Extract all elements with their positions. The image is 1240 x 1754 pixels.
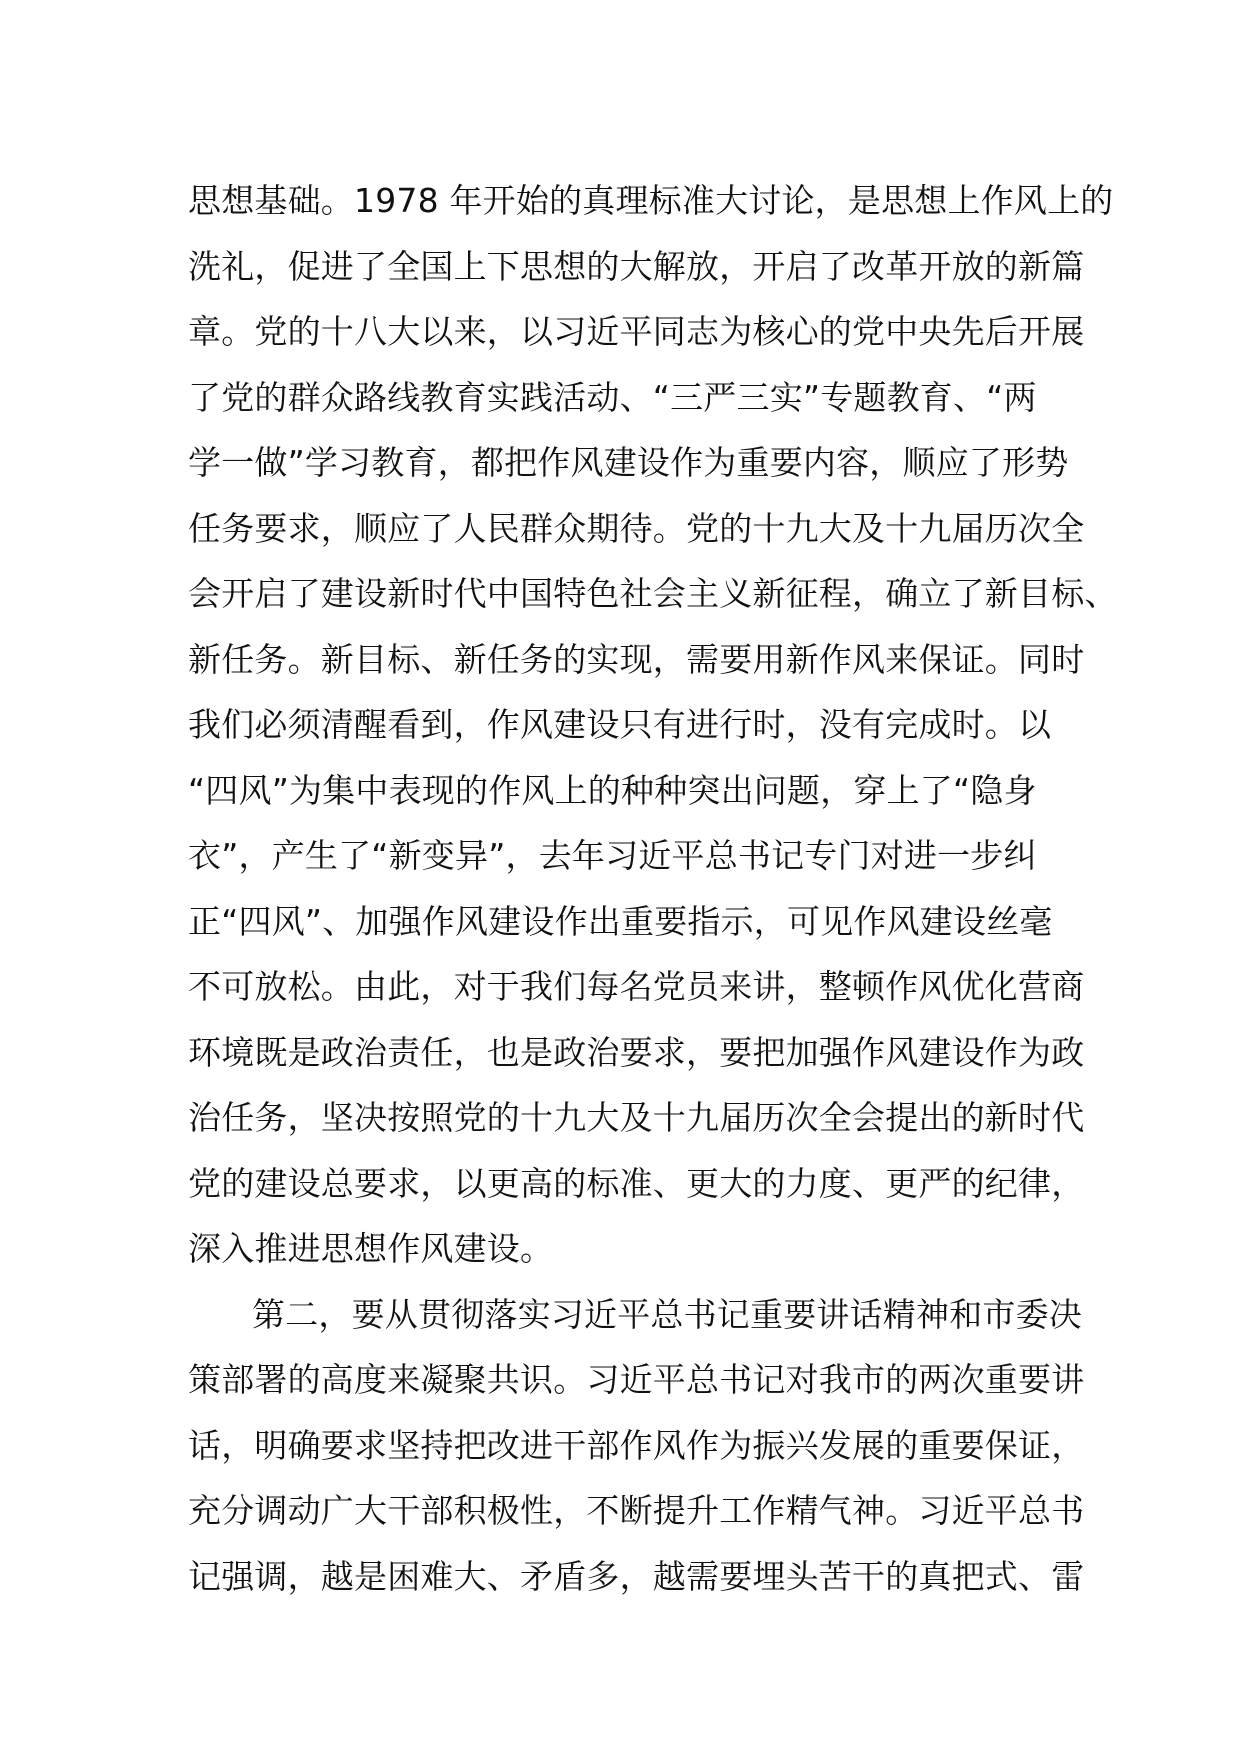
text-line: 学一做”学习教育，都把作风建设作为重要内容，顺应了形势	[188, 443, 1069, 482]
body-text	[188, 168, 1118, 1609]
text-line: “四风”为集中表现的作风上的种种突出问题，穿上了“隐身	[188, 770, 1037, 810]
text-line: 章。党的十八大以来，以习近平同志为核心的党中央先后开展	[188, 312, 1085, 351]
paragraph-start-line: 第二，要从贯彻落实习近平总书记重要讲话精神和市委决	[252, 1294, 1082, 1334]
text-line: 话，明确要求坚持把改进干部作风作为振兴发展的重要保证，	[188, 1425, 1085, 1465]
text-line: 记强调，越是困难大、矛盾多，越需要埋头苦干的真把式、雷	[188, 1556, 1085, 1596]
text-line: 党的建设总要求，以更高的标准、更大的力度、更严的纪律，	[188, 1163, 1085, 1203]
text-line: 洗礼，促进了全国上下思想的大解放，开启了改革开放的新篇	[188, 246, 1085, 286]
text-line: 正“四风”、加强作风建设作出重要指示，可见作风建设丝毫	[188, 901, 1053, 941]
text-line: 治任务，坚决按照党的十九大及十九届历次全会提出的新时代	[188, 1098, 1085, 1137]
text-line: 思想基础。1978 年开始的真理标准大讨论，是思想上作风上的	[188, 181, 1114, 220]
text-line: 新任务。新目标、新任务的实现，需要用新作风来保证。同时	[188, 639, 1085, 679]
text-line: 衣”，产生了“新变异”，去年习近平总书记专门对进一步纠	[188, 836, 1037, 875]
text-line: 环境既是政治责任，也是政治要求，要把加强作风建设作为政	[188, 1032, 1085, 1072]
text-line: 不可放松。由此，对于我们每名党员来讲，整顿作风优化营商	[188, 967, 1085, 1006]
text-line: 充分调动广大干部积极性，不断提升工作精气神。习近平总书	[188, 1491, 1085, 1530]
text-line: 了党的群众路线教育实践活动、“三严三实”专题教育、“两	[188, 377, 1037, 417]
text-line: 会开启了建设新时代中国特色社会主义新征程，确立了新目标、	[188, 574, 1118, 613]
text-line: 我们必须清醒看到，作风建设只有进行时，没有完成时。以	[188, 705, 1052, 744]
text-line: 深入推进思想作风建设。	[188, 1229, 554, 1268]
text-line: 策部署的高度来凝聚共识。习近平总书记对我市的两次重要讲	[188, 1360, 1085, 1399]
text-line: 任务要求，顺应了人民群众期待。党的十九大及十九届历次全	[188, 508, 1085, 548]
